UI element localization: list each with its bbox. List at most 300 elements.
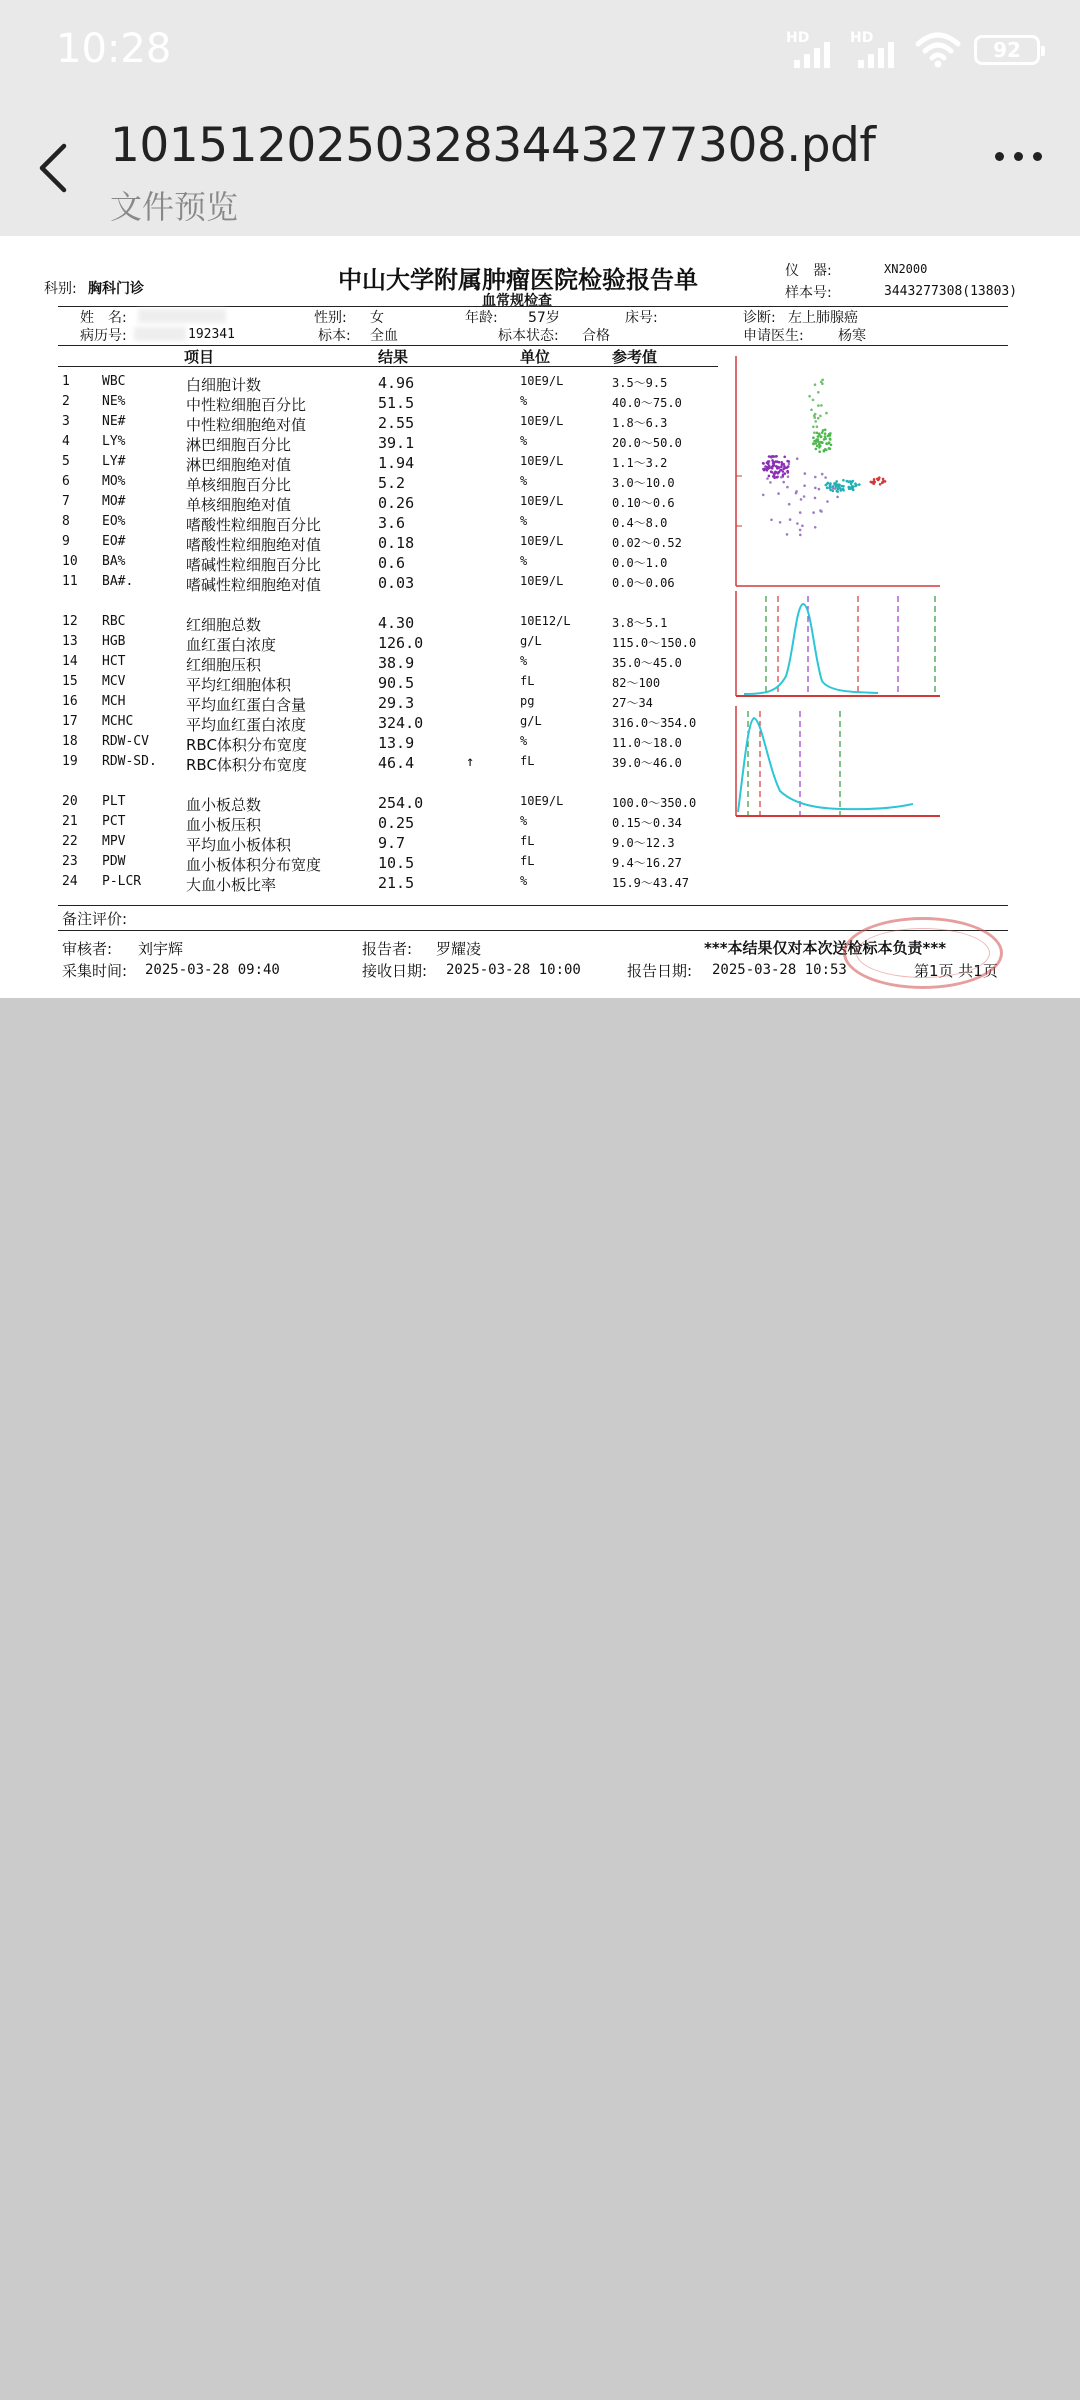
scatter-dot bbox=[774, 472, 777, 475]
row-code: MO# bbox=[102, 494, 126, 509]
row-code: NE# bbox=[102, 414, 126, 429]
scatter-dot bbox=[836, 483, 839, 486]
collect-label: 采集时间: bbox=[62, 962, 128, 980]
scatter-dot bbox=[778, 471, 781, 474]
row-unit: % bbox=[520, 554, 528, 568]
scatter-dot bbox=[762, 494, 765, 497]
scatter-dot bbox=[808, 395, 811, 398]
scatter-dot bbox=[829, 432, 832, 435]
scatter-dot bbox=[829, 486, 832, 489]
row-name: 平均血红蛋白含量 bbox=[186, 696, 307, 714]
row-ref: 3.5～9.5 bbox=[612, 376, 668, 390]
scatter-dot bbox=[835, 480, 838, 483]
scatter-dot bbox=[778, 466, 781, 469]
scatter-dot bbox=[814, 476, 817, 479]
row-code: NE% bbox=[102, 394, 126, 409]
row-ref: 35.0～45.0 bbox=[612, 656, 682, 670]
row-unit: fL bbox=[520, 854, 535, 868]
battery-level: 92 bbox=[993, 38, 1021, 62]
row-name: 血小板体积分布宽度 bbox=[186, 856, 322, 874]
row-unit: 10E9/L bbox=[520, 794, 564, 808]
row-ref: 0.0～1.0 bbox=[612, 556, 668, 570]
row-result: 324.0 bbox=[378, 714, 424, 732]
receive-value: 2025-03-28 10:00 bbox=[446, 962, 581, 978]
scatter-dot bbox=[780, 461, 783, 464]
plt-histogram bbox=[736, 706, 940, 816]
dept-value: 胸科门诊 bbox=[88, 281, 144, 297]
divider bbox=[58, 366, 718, 367]
scatter-dot bbox=[820, 404, 823, 407]
scatter-dot bbox=[877, 479, 880, 482]
specimen-label: 标本: bbox=[318, 328, 351, 344]
scatter-dot bbox=[767, 467, 770, 470]
row-result: 0.6 bbox=[378, 554, 406, 572]
scatter-dot bbox=[814, 420, 817, 423]
back-arrow-icon[interactable] bbox=[34, 140, 74, 196]
scatter-dot bbox=[787, 475, 790, 478]
specimen-value: 全血 bbox=[370, 328, 398, 344]
scatter-dot bbox=[879, 483, 882, 486]
row-name: 嗜碱性粒细胞百分比 bbox=[186, 556, 322, 574]
file-title: 101512025032834432773​08.pdf bbox=[110, 118, 876, 173]
scatter-dot bbox=[810, 409, 813, 412]
row-ref: 82～100 bbox=[612, 676, 661, 690]
scatter-dot bbox=[782, 463, 785, 466]
row-no: 10 bbox=[62, 554, 78, 569]
scatter-dot bbox=[815, 448, 818, 451]
scatter-dot bbox=[816, 425, 819, 428]
scatter-dot bbox=[828, 447, 831, 450]
scatter-dot bbox=[814, 383, 817, 386]
scatter-dot bbox=[825, 484, 828, 487]
scatter-dot bbox=[783, 465, 786, 468]
scatter-dot bbox=[813, 431, 816, 434]
row-result: 4.30 bbox=[378, 614, 415, 632]
scatter-dot bbox=[836, 490, 839, 493]
scatter-dot bbox=[812, 442, 815, 445]
row-no: 5 bbox=[62, 454, 70, 469]
record-label: 病历号: bbox=[80, 328, 127, 344]
reviewer-label: 审核者: bbox=[62, 940, 113, 958]
doctor-label: 申请医生: bbox=[743, 328, 804, 344]
scatter-dot bbox=[851, 481, 854, 484]
scatter-dot bbox=[782, 481, 785, 484]
diagnosis-label: 诊断: bbox=[743, 310, 776, 326]
scatter-dot bbox=[825, 412, 828, 415]
scatter-dot bbox=[836, 496, 839, 499]
row-ref: 1.1～3.2 bbox=[612, 456, 668, 470]
row-result: 10.5 bbox=[378, 854, 415, 872]
row-no: 12 bbox=[62, 614, 78, 629]
scatter-dot bbox=[820, 435, 823, 438]
scatter-dot bbox=[795, 490, 798, 493]
row-name: 平均血红蛋白浓度 bbox=[186, 716, 307, 734]
sex-label: 性别: bbox=[314, 310, 347, 326]
row-result: 3.6 bbox=[378, 514, 406, 532]
row-name: 嗜碱性粒细胞绝对值 bbox=[186, 576, 322, 594]
redacted-name bbox=[138, 309, 226, 323]
wifi-icon bbox=[914, 30, 962, 70]
reporter-value: 罗耀凌 bbox=[436, 940, 482, 958]
app-header bbox=[0, 0, 1080, 236]
row-name: 血红蛋白浓度 bbox=[186, 636, 277, 654]
row-no: 9 bbox=[62, 534, 70, 549]
row-ref: 3.0～10.0 bbox=[612, 476, 675, 490]
dept-label: 科别: bbox=[44, 281, 77, 297]
scatter-dot bbox=[800, 498, 803, 501]
scatter-dot bbox=[788, 503, 791, 506]
signal-icon bbox=[786, 30, 838, 70]
row-name: 嗜酸性粒细胞绝对值 bbox=[186, 536, 322, 554]
row-result: 21.5 bbox=[378, 874, 415, 892]
row-code: RDW-SD. bbox=[102, 754, 157, 769]
scatter-dot bbox=[819, 415, 822, 418]
col-item: 项目 bbox=[184, 348, 215, 366]
scatter-dot bbox=[812, 436, 815, 439]
scatter-dot bbox=[799, 511, 802, 514]
scatter-dot bbox=[786, 460, 789, 463]
row-name: 平均红细胞体积 bbox=[186, 676, 292, 694]
bed-label: 床号: bbox=[625, 310, 658, 326]
scatter-dot bbox=[772, 465, 775, 468]
scatter-dot bbox=[786, 486, 789, 489]
scatter-dot bbox=[789, 518, 792, 521]
row-code: PDW bbox=[102, 854, 126, 869]
scatter-dot bbox=[842, 479, 845, 482]
scatter-dot bbox=[788, 463, 791, 466]
collect-value: 2025-03-28 09:40 bbox=[145, 962, 280, 978]
scatter-dot bbox=[812, 511, 815, 514]
scatter-dot bbox=[796, 522, 799, 525]
row-name: 嗜酸性粒细胞百分比 bbox=[186, 516, 322, 534]
row-no: 23 bbox=[62, 854, 78, 869]
scatter-dot bbox=[847, 480, 850, 483]
row-ref: 100.0～350.0 bbox=[612, 796, 697, 810]
row-code: BA% bbox=[102, 554, 126, 569]
scatter-dot bbox=[826, 486, 829, 489]
row-code: HCT bbox=[102, 654, 126, 669]
row-code: LY# bbox=[102, 454, 126, 469]
row-no: 1 bbox=[62, 374, 70, 389]
col-unit: 单位 bbox=[520, 348, 551, 366]
scatter-dot bbox=[824, 476, 827, 479]
row-unit: 10E9/L bbox=[520, 374, 564, 388]
row-unit: fL bbox=[520, 754, 535, 768]
scatter-dot bbox=[824, 429, 827, 432]
scatter-dot bbox=[772, 455, 775, 458]
row-code: MCV bbox=[102, 674, 126, 689]
row-unit: 10E9/L bbox=[520, 534, 564, 548]
row-code: EO% bbox=[102, 514, 126, 529]
row-ref: 3.8～5.1 bbox=[612, 616, 668, 630]
scatter-dot bbox=[828, 441, 831, 444]
row-result: 4.96 bbox=[378, 374, 415, 392]
scatter-dot bbox=[786, 533, 789, 536]
row-result: 0.25 bbox=[378, 814, 415, 832]
scatter-dot bbox=[767, 460, 770, 463]
row-unit: fL bbox=[520, 834, 535, 848]
col-ref: 参考值 bbox=[612, 348, 658, 366]
pdf-page bbox=[0, 236, 1080, 998]
row-no: 17 bbox=[62, 714, 78, 729]
row-code: MO% bbox=[102, 474, 126, 489]
row-result: 254.0 bbox=[378, 794, 424, 812]
scatter-dot bbox=[763, 468, 766, 471]
scatter-dot bbox=[823, 438, 826, 441]
instrument-label: 仪 器: bbox=[785, 263, 832, 279]
scatter-dot bbox=[777, 492, 780, 495]
row-ref: 0.4～8.0 bbox=[612, 516, 668, 530]
row-result: 0.18 bbox=[378, 534, 415, 552]
redacted-record bbox=[134, 327, 186, 341]
row-name: 单核细胞百分比 bbox=[186, 476, 292, 494]
row-unit: 10E9/L bbox=[520, 574, 564, 588]
row-result: 29.3 bbox=[378, 694, 415, 712]
row-name: RBC体积分布宽度 bbox=[186, 756, 307, 774]
row-code: LY% bbox=[102, 434, 126, 449]
sex-value: 女 bbox=[370, 310, 384, 326]
scatter-dot bbox=[817, 417, 820, 420]
sample-no-label: 样本号: bbox=[785, 285, 832, 301]
row-result: 5.2 bbox=[378, 474, 406, 492]
row-no: 24 bbox=[62, 874, 78, 889]
scatter-dot bbox=[821, 431, 824, 434]
scatter-dot bbox=[829, 438, 832, 441]
scatter-dot bbox=[826, 443, 829, 446]
scatter-dot bbox=[803, 495, 806, 498]
row-no: 8 bbox=[62, 514, 70, 529]
row-ref: 40.0～75.0 bbox=[612, 396, 682, 410]
scatter-dot bbox=[773, 476, 776, 479]
scatter-dot bbox=[769, 481, 772, 484]
row-name: 淋巴细胞绝对值 bbox=[186, 456, 292, 474]
scatter-dot bbox=[776, 476, 779, 479]
scatter-dot bbox=[783, 456, 786, 459]
row-ref: 316.0～354.0 bbox=[612, 716, 697, 730]
row-ref: 39.0～46.0 bbox=[612, 756, 682, 770]
row-name: 红细胞压积 bbox=[186, 656, 262, 674]
row-result: 0.26 bbox=[378, 494, 415, 512]
scatter-dot bbox=[804, 472, 807, 475]
scatter-dot bbox=[820, 510, 823, 513]
row-result: 51.5 bbox=[378, 394, 415, 412]
remark-label: 备注评价: bbox=[62, 910, 128, 928]
instrument-value: XN2000 bbox=[884, 262, 928, 276]
row-name: 中性粒细胞绝对值 bbox=[186, 416, 307, 434]
row-result: 46.4 bbox=[378, 754, 415, 772]
scatter-dot bbox=[814, 526, 817, 529]
disclaimer: ***本结果仅对本次送检标本负责*** bbox=[704, 939, 947, 957]
scatter-dot bbox=[817, 435, 820, 438]
row-unit: 10E9/L bbox=[520, 414, 564, 428]
reporter-label: 报告者: bbox=[362, 940, 413, 958]
row-ref: 0.10～0.6 bbox=[612, 496, 675, 510]
doctor-value: 杨寒 bbox=[838, 328, 866, 344]
row-name: 淋巴细胞百分比 bbox=[186, 436, 292, 454]
scatter-dot bbox=[796, 457, 799, 460]
scatter-dot bbox=[779, 521, 782, 524]
row-no: 3 bbox=[62, 414, 70, 429]
age-value: 57岁 bbox=[528, 310, 560, 326]
battery-icon bbox=[974, 35, 1040, 65]
row-ref: 20.0～50.0 bbox=[612, 436, 682, 450]
scatter-dot bbox=[818, 488, 821, 491]
hospital-title: 中山大学附属肿瘤医院检验报告单 bbox=[338, 266, 698, 294]
row-ref: 11.0～18.0 bbox=[612, 736, 682, 750]
row-result: 13.9 bbox=[378, 734, 415, 752]
diagnosis-value: 左上肺腺癌 bbox=[788, 310, 858, 326]
histograms bbox=[718, 346, 948, 826]
scatter-dot bbox=[854, 485, 857, 488]
row-code: MCHC bbox=[102, 714, 134, 729]
scatter-dot bbox=[782, 468, 785, 471]
scatter-dot bbox=[780, 476, 783, 479]
row-code: MCH bbox=[102, 694, 126, 709]
row-result: 1.94 bbox=[378, 454, 415, 472]
row-no: 6 bbox=[62, 474, 70, 489]
scatter-dot bbox=[873, 481, 876, 484]
reviewer-value: 刘宇辉 bbox=[138, 940, 184, 958]
scatter-dot bbox=[818, 450, 821, 453]
row-name: 白细胞计数 bbox=[186, 376, 262, 394]
row-no: 7 bbox=[62, 494, 70, 509]
scatter-dot bbox=[771, 471, 774, 474]
row-ref: 0.02～0.52 bbox=[612, 536, 682, 550]
scatter-dot bbox=[819, 445, 822, 448]
row-name: 中性粒细胞百分比 bbox=[186, 396, 307, 414]
row-unit: 10E12/L bbox=[520, 614, 571, 628]
record-value: 192341 bbox=[188, 327, 235, 342]
row-name: 血小板总数 bbox=[186, 796, 262, 814]
scatter-dot bbox=[776, 460, 779, 463]
row-no: 21 bbox=[62, 814, 78, 829]
row-unit: % bbox=[520, 394, 528, 408]
scatter-dot bbox=[817, 391, 820, 394]
scatter-dot bbox=[858, 483, 861, 486]
row-flag: ↑ bbox=[466, 754, 475, 770]
scatter-dot bbox=[873, 478, 876, 481]
row-result: 90.5 bbox=[378, 674, 415, 692]
divider bbox=[58, 905, 1008, 906]
scatter-dot bbox=[814, 416, 817, 419]
row-unit: % bbox=[520, 874, 528, 888]
scatter-dot bbox=[768, 455, 771, 458]
scatter-dot bbox=[812, 399, 815, 402]
scatter-dot bbox=[820, 441, 823, 444]
scatter-dot bbox=[803, 484, 806, 487]
row-code: RDW-CV bbox=[102, 734, 149, 749]
scatter-dot bbox=[814, 487, 817, 490]
row-code: BA#. bbox=[102, 574, 134, 589]
row-code: P-LCR bbox=[102, 874, 142, 889]
rbc-histogram bbox=[736, 591, 940, 696]
scatter-dot bbox=[799, 529, 802, 532]
scatter-dot bbox=[839, 489, 842, 492]
receive-label: 接收日期: bbox=[362, 962, 428, 980]
row-ref: 9.0～12.3 bbox=[612, 836, 675, 850]
scatter-dot bbox=[821, 382, 824, 385]
scatter-dot bbox=[851, 487, 854, 490]
scatter-dot bbox=[826, 500, 829, 503]
scatter-dot bbox=[834, 487, 837, 490]
scatter-dot bbox=[842, 489, 845, 492]
row-unit: % bbox=[520, 654, 528, 668]
scatter-dot bbox=[823, 449, 826, 452]
row-unit: 10E9/L bbox=[520, 494, 564, 508]
scatter-dot bbox=[814, 497, 817, 500]
scatter-plot bbox=[736, 356, 940, 586]
scatter-dot bbox=[816, 432, 819, 435]
row-no: 4 bbox=[62, 434, 70, 449]
row-unit: g/L bbox=[520, 714, 542, 728]
row-result: 38.9 bbox=[378, 654, 415, 672]
report-subtitle: 血常规检查 bbox=[482, 293, 552, 309]
row-no: 20 bbox=[62, 794, 78, 809]
row-name: RBC体积分布宽度 bbox=[186, 736, 307, 754]
scatter-dot bbox=[770, 519, 773, 522]
hd-label: HD bbox=[850, 30, 874, 46]
row-code: MPV bbox=[102, 834, 126, 849]
row-unit: % bbox=[520, 474, 528, 488]
row-result: 2.55 bbox=[378, 414, 415, 432]
report-date-label: 报告日期: bbox=[627, 962, 693, 980]
scatter-dot bbox=[838, 484, 841, 487]
scatter-dot bbox=[775, 465, 778, 468]
scatter-dot bbox=[812, 426, 815, 429]
row-code: PLT bbox=[102, 794, 126, 809]
scatter-dot bbox=[782, 470, 785, 473]
scatter-dot bbox=[785, 466, 788, 469]
scatter-dot bbox=[799, 534, 802, 537]
scatter-dot bbox=[772, 462, 775, 465]
scatter-dot bbox=[771, 467, 774, 470]
scatter-dot bbox=[832, 490, 835, 493]
status-label: 标本状态: bbox=[498, 328, 559, 344]
hd-label: HD bbox=[786, 30, 810, 46]
row-no: 19 bbox=[62, 754, 78, 769]
row-code: RBC bbox=[102, 614, 126, 629]
scatter-dot bbox=[817, 438, 820, 441]
row-code: PCT bbox=[102, 814, 126, 829]
scatter-dot bbox=[784, 472, 787, 475]
row-unit: % bbox=[520, 434, 528, 448]
scatter-dot bbox=[842, 485, 845, 488]
scatter-dot bbox=[801, 525, 804, 528]
scatter-dot bbox=[830, 444, 833, 447]
col-result: 结果 bbox=[378, 348, 409, 366]
row-code: WBC bbox=[102, 374, 126, 389]
signal-icon bbox=[850, 30, 902, 70]
row-ref: 0.15～0.34 bbox=[612, 816, 682, 830]
row-ref: 0.0～0.06 bbox=[612, 576, 675, 590]
more-options-button[interactable] bbox=[995, 152, 1042, 161]
row-unit: fL bbox=[520, 674, 535, 688]
row-unit: g/L bbox=[520, 634, 542, 648]
scatter-dot bbox=[829, 482, 832, 485]
row-result: 126.0 bbox=[378, 634, 424, 652]
scatter-dot bbox=[762, 462, 765, 465]
page-info: 第1页 共1页 bbox=[914, 962, 998, 980]
scatter-dot bbox=[814, 413, 817, 416]
row-name: 红细胞总数 bbox=[186, 616, 262, 634]
row-code: EO# bbox=[102, 534, 126, 549]
scatter-dot bbox=[824, 432, 827, 435]
row-ref: 15.9～43.47 bbox=[612, 876, 690, 890]
report-date-value: 2025-03-28 10:53 bbox=[712, 962, 847, 978]
name-label: 姓 名: bbox=[80, 310, 127, 326]
scatter-dot bbox=[815, 442, 818, 445]
row-name: 平均血小板体积 bbox=[186, 836, 292, 854]
